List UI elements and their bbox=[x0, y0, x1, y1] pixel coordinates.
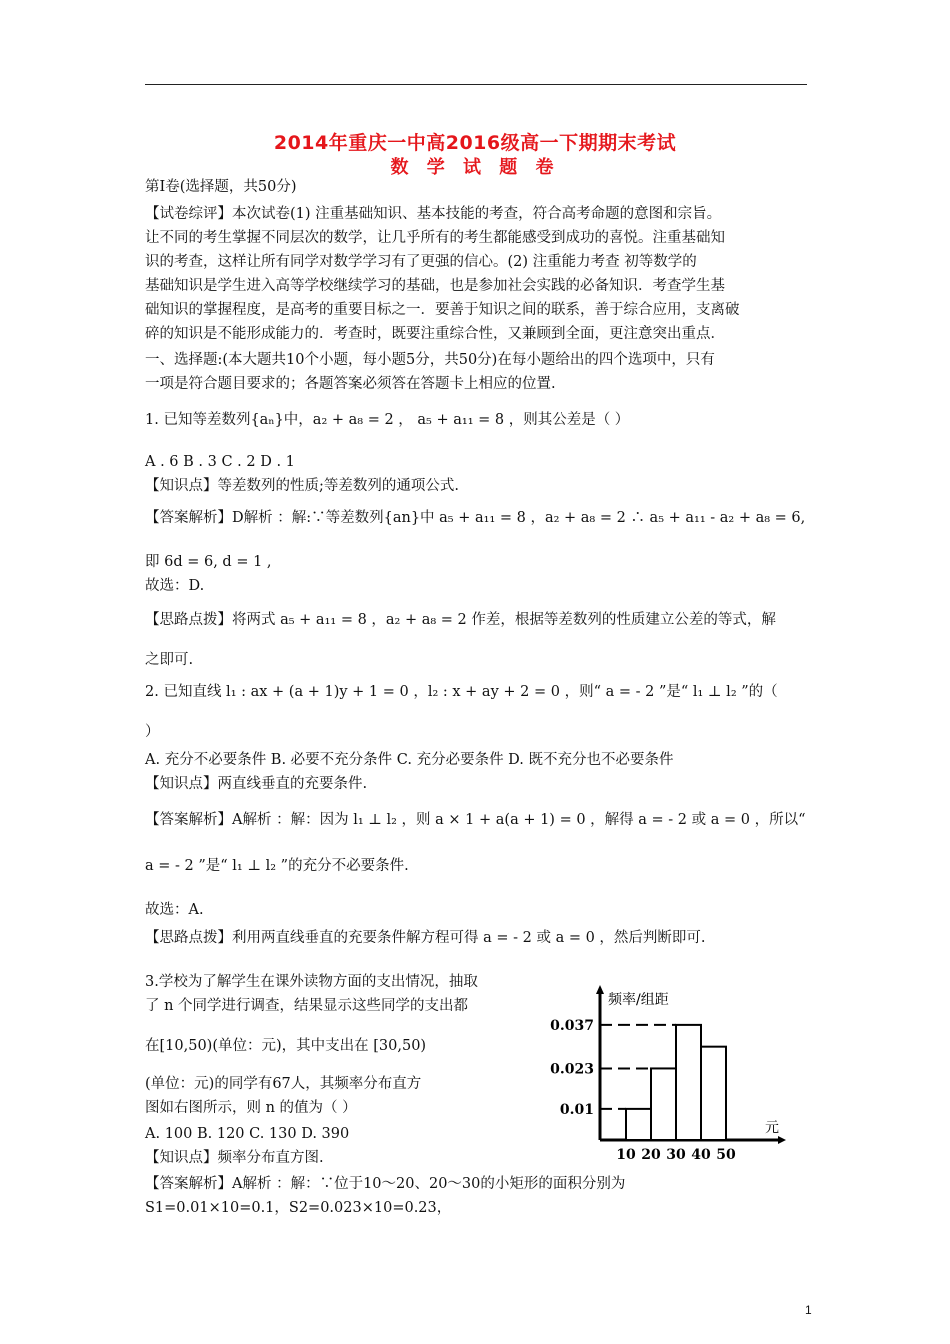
x-tick-label: 20 bbox=[641, 1147, 661, 1163]
review-line: 让不同的考生掌握不同层次的数学，让几乎所有的考生都能感受到成功的喜悦。注重基础知 bbox=[145, 230, 725, 246]
x-axis-label: 元 bbox=[765, 1120, 779, 1136]
review-line: 基础知识是学生进入高等学校继续学习的基础，也是参加社会实践的必备知识．考查学生基 bbox=[145, 278, 725, 294]
answer-choice: 故选：D. bbox=[145, 578, 205, 594]
histogram-bar bbox=[701, 1047, 726, 1140]
answer-analysis: 【答案解析】A解析 ：解：因为 l₁ ⊥ l₂ ，则 a × 1 + a(a + 1) = 0 ，解得 a = - 2 或 a = 0 ，所以“ bbox=[145, 812, 806, 828]
exam-title: 2014年重庆一中高2016级高一下期期末考试 bbox=[273, 132, 677, 154]
header-rule bbox=[145, 84, 807, 85]
answer-choice: 故选：A. bbox=[145, 902, 204, 918]
solution-hint: 【思路点拨】将两式 a₅ + a₁₁ = 8 ，a₂ + a₈ = 2 作差，根据等差数列的性质建立公差的等式，解 bbox=[145, 612, 776, 628]
histogram-bar bbox=[651, 1068, 676, 1140]
knowledge-point: 【知识点】频率分布直方图. bbox=[145, 1150, 324, 1166]
exam-subtitle: 数 学 试 题 卷 bbox=[390, 157, 560, 178]
x-axis-arrow bbox=[778, 1136, 786, 1144]
review-line: 识的考查，这样让所有同学对数学学习有了更强的信心。(2) 注重能力考查 初等数学的 bbox=[145, 254, 697, 270]
instructions-line: 一、选择题:(本大题共10个小题，每小题5分，共50分)在每小题给出的四个选项中，只有 bbox=[145, 352, 715, 368]
review-line: 础知识的掌握程度，是高考的重要目标之一．要善于知识之间的联系，善于综合应用，支离破 bbox=[145, 302, 740, 318]
y-tick-label: 0.01 bbox=[559, 1101, 594, 1118]
solution-hint: 之即可. bbox=[145, 652, 194, 668]
x-tick-label: 50 bbox=[716, 1147, 736, 1163]
instructions-line: 一项是符合题目要求的；各题答案必须答在答题卡上相应的位置. bbox=[145, 376, 556, 392]
review-line: 【试卷综评】本次试卷(1) 注重基础知识、基本技能的考查，符合高考命题的意图和宗旨。 bbox=[145, 206, 722, 222]
question-3-options: A. 100 B. 120 C. 130 D. 390 bbox=[145, 1126, 350, 1142]
frequency-histogram bbox=[550, 980, 800, 1180]
question-1: 1. 已知等差数列{aₙ}中，a₂ + a₈ = 2 ， a₅ + a₁₁ = 8 ，则其公差是（ ） bbox=[145, 412, 630, 428]
question-3: (单位：元)的同学有67人，其频率分布直方 bbox=[145, 1076, 422, 1092]
review-line: 碎的知识是不能形成能力的．考查时，既要注重综合性，又兼顾到全面，更注意突出重点． bbox=[145, 326, 725, 342]
x-tick-label: 40 bbox=[691, 1147, 711, 1163]
x-tick-label: 10 bbox=[616, 1147, 636, 1163]
question-3: 3.学校为了解学生在课外读物方面的支出情况，抽取 bbox=[145, 974, 478, 990]
y-axis-label: 频率/组距 bbox=[608, 992, 669, 1008]
y-tick-label: 0.023 bbox=[550, 1061, 594, 1078]
question-2: ） bbox=[145, 724, 160, 740]
x-tick-label: 30 bbox=[666, 1147, 686, 1163]
page-number: 1 bbox=[805, 1303, 812, 1317]
y-axis-arrow bbox=[596, 985, 604, 994]
histogram-bar bbox=[676, 1025, 701, 1140]
answer-analysis: 即 6d = 6, d = 1 , bbox=[145, 554, 272, 570]
question-2: 2. 已知直线 l₁ : ax + (a + 1)y + 1 = 0 ，l₂ : x + ay + 2 = 0 ，则“ a = - 2 ”是“ l₁ ⊥ l₂ ”的（ bbox=[145, 684, 778, 700]
question-2-options: A. 充分不必要条件 B. 必要不充分条件 C. 充分必要条件 D. 既不充分也不必要条件 bbox=[145, 752, 674, 768]
solution-hint: 【思路点拨】利用两直线垂直的充要条件解方程可得 a = - 2 或 a = 0 ，然后判断即可. bbox=[145, 930, 706, 946]
knowledge-point: 【知识点】两直线垂直的充要条件. bbox=[145, 776, 368, 792]
section-heading: 第Ⅰ卷(选择题，共50分) bbox=[145, 179, 297, 195]
y-tick-label: 0.037 bbox=[550, 1017, 594, 1034]
question-3: 了 n 个同学进行调查，结果显示这些同学的支出都 bbox=[145, 998, 469, 1014]
knowledge-point: 【知识点】等差数列的性质;等差数列的通项公式. bbox=[145, 478, 459, 494]
histogram-bar bbox=[626, 1109, 651, 1140]
question-3: 图如右图所示，则 n 的值为（ ） bbox=[145, 1100, 357, 1116]
answer-analysis: 【答案解析】D解析 ：解:∵等差数列{an}中 a₅ + a₁₁ = 8 ，a₂ + a₈ = 2 ∴ a₅ + a₁₁ - a₂ + a₈ = 6, bbox=[145, 510, 806, 526]
answer-analysis: 【答案解析】A解析 ：解：∵位于10～20、20～30的小矩形的面积分别为 bbox=[145, 1176, 626, 1192]
question-3: 在[10,50)(单位：元)，其中支出在 [30,50) bbox=[145, 1038, 427, 1054]
answer-analysis: S1=0.01×10=0.1，S2=0.023×10=0.23， bbox=[145, 1200, 452, 1216]
answer-analysis: a = - 2 ”是“ l₁ ⊥ l₂ ”的充分不必要条件. bbox=[145, 858, 409, 874]
question-1-options: A . 6 B . 3 C . 2 D . 1 bbox=[145, 454, 295, 470]
